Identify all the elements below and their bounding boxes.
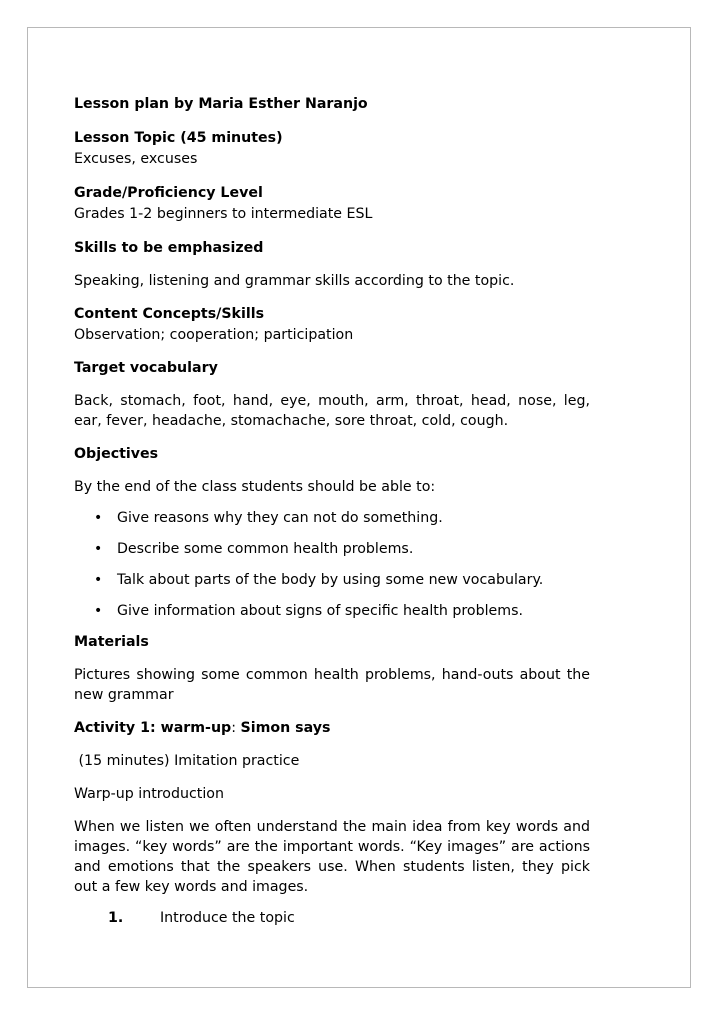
vocabulary-text: Back, stomach, foot, hand, eye, mouth, arm, throat, head, nose, leg, ear, fever, headache, stomachache, sore throat, cold, cough. xyxy=(74,393,590,429)
activity1-heading xyxy=(74,718,590,738)
list-item xyxy=(74,601,590,621)
objectives-intro: By the end of the class students should be able to: xyxy=(74,479,436,495)
objective-text: Describe some common health problems. xyxy=(117,541,414,557)
objective-text: Give reasons why they can not do something. xyxy=(117,510,443,526)
document-body xyxy=(74,94,590,928)
grade-heading: Grade/Proficiency Level xyxy=(74,185,263,201)
topic-text: Excuses, excuses xyxy=(74,151,198,167)
objective-text: Talk about parts of the body by using some new vocabulary. xyxy=(117,572,544,588)
materials-text: Pictures showing some common health problems, hand-outs about the new grammar xyxy=(74,667,590,703)
activity1-colon: : xyxy=(231,720,241,736)
activity1-title: Activity 1: warm-up xyxy=(74,720,232,736)
step-text: Introduce the topic xyxy=(160,910,295,926)
concepts-heading: Content Concepts/Skills xyxy=(74,306,265,322)
list-item xyxy=(74,539,590,559)
grade-text: Grades 1-2 beginners to intermediate ESL xyxy=(74,206,373,222)
warmup-paragraph: When we listen we often understand the main idea from key words and images. “key words” are the important words. “Key images” are actions and emotions that the speakers use. When students listen, they pick out a few key words and images. xyxy=(74,819,590,895)
bullet-icon: • xyxy=(94,572,103,588)
vocabulary-heading: Target vocabulary xyxy=(74,360,218,376)
objective-text: Give information about signs of specific health problems. xyxy=(117,603,523,619)
author-line: Lesson plan by Maria Esther Naranjo xyxy=(74,96,368,112)
numbered-step xyxy=(74,908,590,928)
skills-heading: Skills to be emphasized xyxy=(74,240,264,256)
bullet-icon: • xyxy=(94,603,103,619)
skills-text: Speaking, listening and grammar skills according to the topic. xyxy=(74,273,515,289)
activity1-duration: (15 minutes) Imitation practice xyxy=(74,753,300,769)
step-number: 1. xyxy=(108,910,124,926)
concepts-text: Observation; cooperation; participation xyxy=(74,327,354,343)
activity1-name: Simon says xyxy=(240,720,331,736)
warmup-intro: Warp-up introduction xyxy=(74,786,224,802)
bullet-icon: • xyxy=(94,510,103,526)
objectives-list xyxy=(74,508,590,621)
materials-heading: Materials xyxy=(74,634,149,650)
objectives-heading: Objectives xyxy=(74,446,159,462)
list-item xyxy=(74,508,590,528)
bullet-icon: • xyxy=(94,541,103,557)
list-item xyxy=(74,570,590,590)
topic-heading: Lesson Topic (45 minutes) xyxy=(74,130,283,146)
